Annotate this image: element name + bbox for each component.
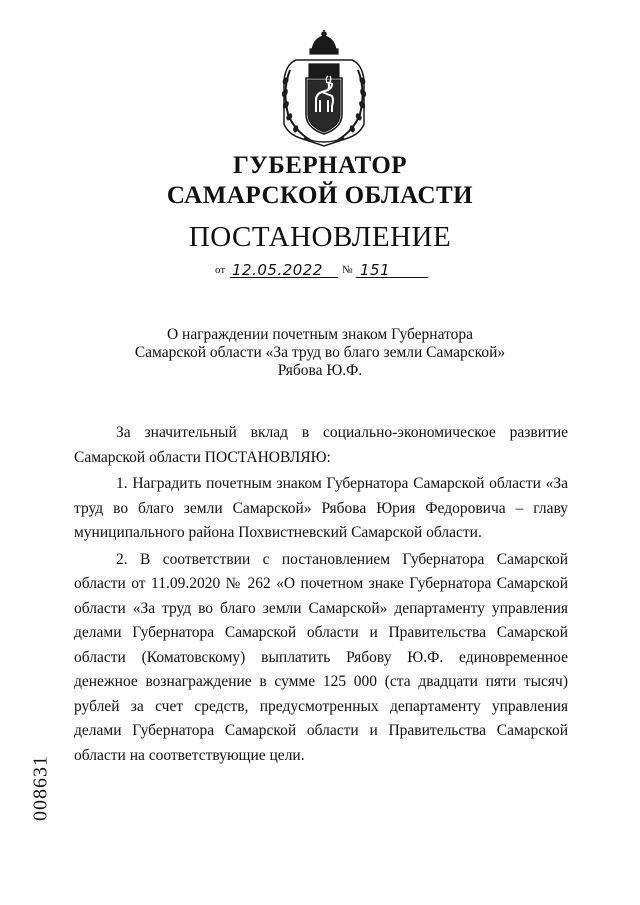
document-type: ПОСТАНОВЛЕНИЕ bbox=[188, 221, 452, 253]
subject-line-3: Рябова Ю.Ф. bbox=[277, 362, 363, 379]
margin-registration-number bbox=[26, 738, 56, 838]
margin-number-text: 008631 bbox=[29, 755, 52, 821]
number-label: № bbox=[342, 264, 353, 276]
registration-line bbox=[210, 258, 440, 280]
document-subject bbox=[0, 326, 640, 380]
item-2-paragraph: 2. В соответствии с постановлением Губернатора Самарской области от 11.09.2020 № 262 «О почетном знаке Губернатора Самарской области «За труд во благо земли Самарской» департаменту управления делами Губернатора Самарской области и Правительства Самарской области (Коматовскому) выплатить Рябову Ю.Ф. единовременное денежное вознаграждение в сумме 125 000 (ста двадцати пяти тысяч) рублей за счет средств, предусмотренных департаменту управления делами Губернатора Самарской области и Правительства Самарской области на соответствующие цели. bbox=[74, 550, 568, 764]
subject-line-1: О награждении почетным знаком Губернатора bbox=[166, 326, 474, 343]
number-underline bbox=[356, 277, 428, 278]
handwritten-number: 151 bbox=[360, 261, 391, 279]
handwritten-date: 12.05.2022 bbox=[232, 261, 323, 279]
item-1-paragraph: 1. Наградить почетным знаком Губернатора Самарской области «За труд во благо земли Самарской» Рябова Юрия Федоровича – главу муниципального района Похвистневский Самарской области. bbox=[74, 475, 568, 541]
preamble-paragraph: За значительный вклад в социально-экономическое развитие Самарской области ПОСТАНОВЛЯЮ: bbox=[74, 424, 568, 466]
org-title-line-2: САМАРСКОЙ ОБЛАСТИ bbox=[166, 182, 474, 209]
date-label: от bbox=[215, 264, 226, 276]
coat-of-arms-icon bbox=[276, 30, 372, 148]
org-title-line-1: ГУБЕРНАТОР bbox=[232, 152, 408, 179]
date-underline bbox=[230, 277, 338, 278]
subject-line-2: Самарской области «За труд во благо земли Самарской» bbox=[134, 344, 506, 361]
document-body bbox=[74, 421, 568, 770]
